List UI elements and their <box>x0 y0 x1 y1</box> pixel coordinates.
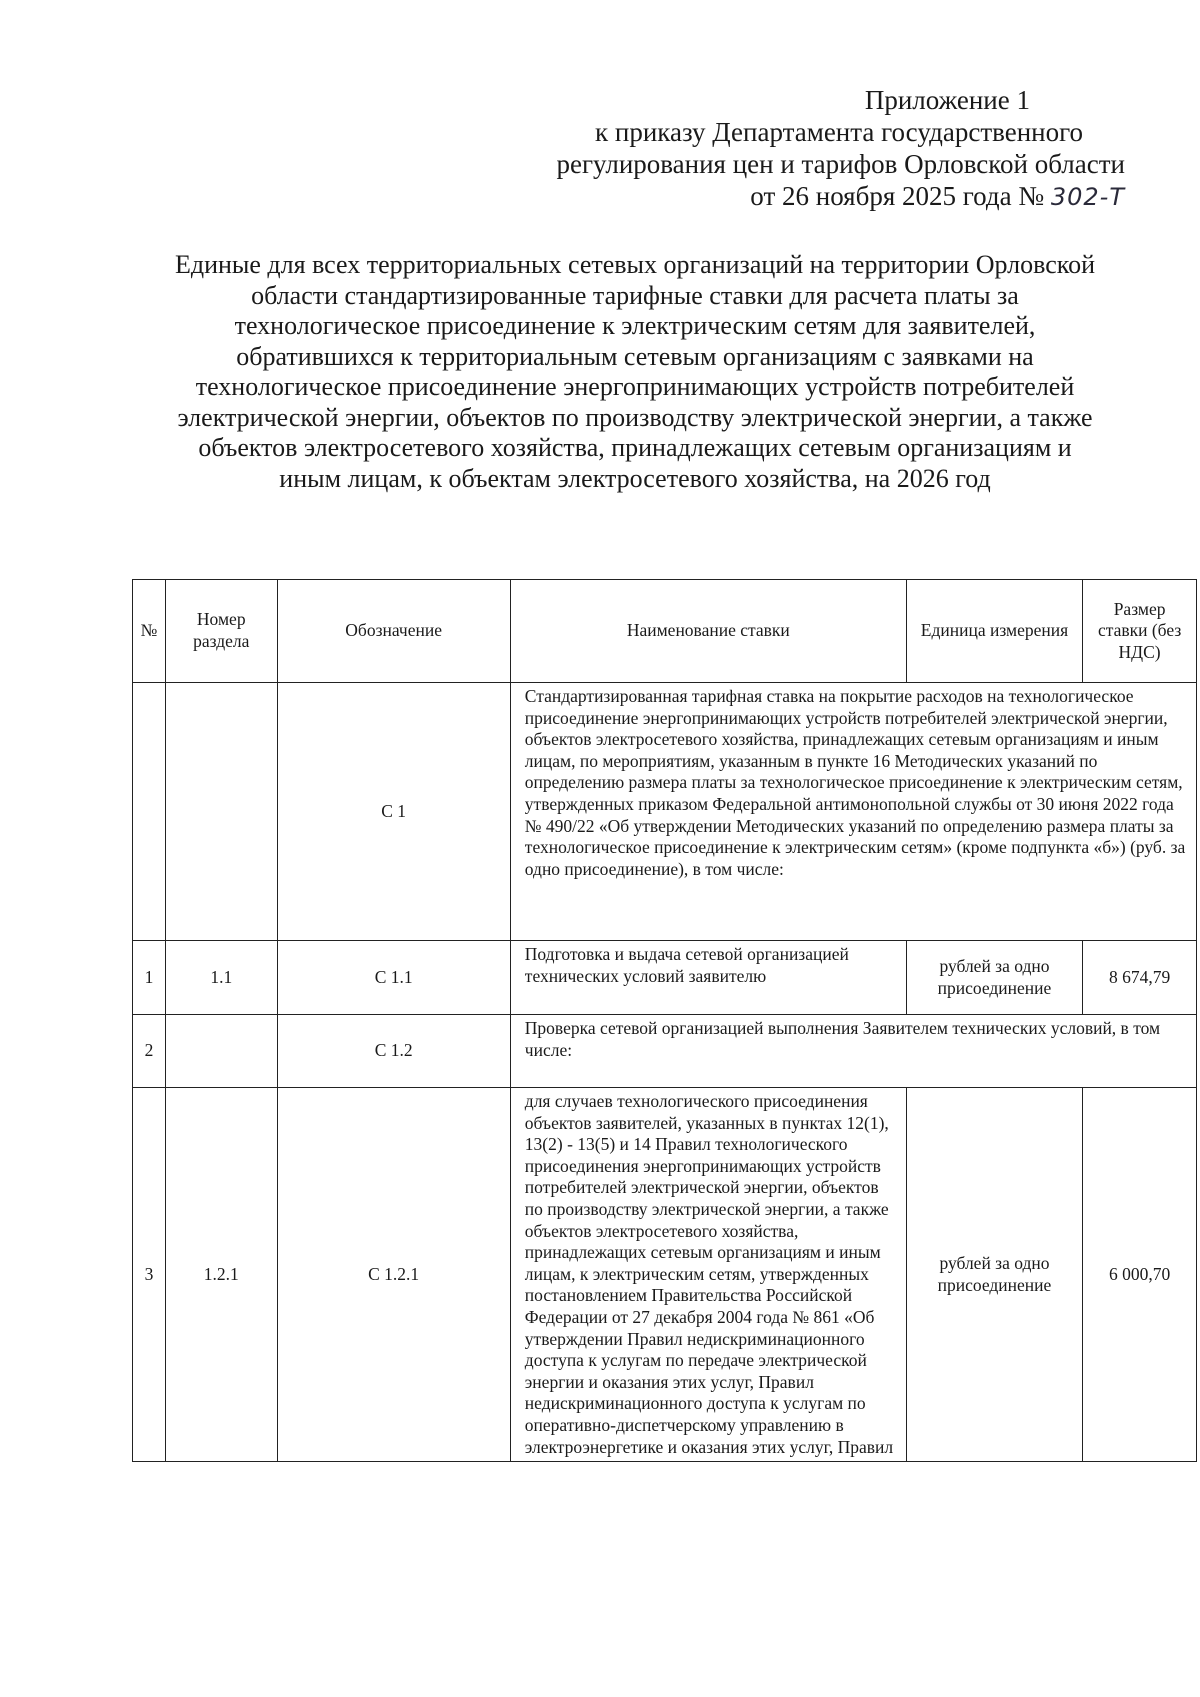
header-name: Наименование ставки <box>510 580 906 683</box>
order-date-line <box>405 180 1125 213</box>
table-header-row <box>133 580 1197 683</box>
row-name: Проверка сетевой организацией выполнения Заявителем технических условий, в том числе: <box>510 1015 1196 1088</box>
row-name: Стандартизированная тарифная ставка на покрытие расходов на технологическое присоединение энергопринимающих устройств потребителей электрической энергии, объектов электросетевого хозяйства, принадлежащих сетевым организациям и иным лицам, по мероприятиям, указанным в пункте 16 Методических указаний по определению размера платы за технологическое присоединение к электрическим сетям, утвержденных приказом Федеральной антимонопольной службы от 30 июня 2022 года № 490/22 «Об утверждении Методических указаний по определению размера платы за технологическое присоединение к электрическим сетям» (кроме подпункта «б») (руб. за одно присоединение), в том числе: <box>510 683 1196 941</box>
appendix-label: Приложение 1 <box>864 85 1030 115</box>
row-num: 2 <box>133 1015 166 1088</box>
row-num: 1 <box>133 941 166 1015</box>
row-num: 3 <box>133 1088 166 1462</box>
row-section: 1.2.1 <box>166 1088 278 1462</box>
order-date: от 26 ноября 2025 года № <box>750 181 1045 211</box>
row-num <box>133 683 166 941</box>
order-reference: к приказу Департамента государственного <box>595 117 1083 147</box>
table-row <box>133 1015 1197 1088</box>
row-code: С 1 <box>277 683 510 941</box>
table-row <box>133 683 1197 941</box>
row-unit: рублей за одно присоединение <box>906 941 1082 1015</box>
header-code: Обозначение <box>277 580 510 683</box>
row-section <box>166 683 278 941</box>
department-name: регулирования цен и тарифов Орловской области <box>556 149 1125 179</box>
row-amount: 6 000,70 <box>1083 1088 1197 1462</box>
appendix-header <box>405 84 1125 213</box>
header-section: Номер раздела <box>166 580 278 683</box>
row-name: Подготовка и выдача сетевой организацией технических условий заявителю <box>510 941 906 1015</box>
table-row <box>133 1088 1197 1462</box>
header-amount: Размер ставки (без НДС) <box>1083 580 1197 683</box>
row-section <box>166 1015 278 1088</box>
document-title: Единые для всех территориальных сетевых организаций на территории Орловской области стандартизированные тарифные ставки для расчета платы за технологическое присоединение к электрическим сетям для заявителей, обратившихся к территориальным сетевым организациям с заявками на технологическое присоединение энергопринимающих устройств потребителей электрической энергии, объектов по производству электрической энергии, а также объектов электросетевого хозяйства, принадлежащих сетевым организациям и иным лицам, к объектам электросетевого хозяйства, на 2026 год <box>174 250 1096 493</box>
rates-table <box>132 579 1197 1462</box>
row-amount: 8 674,79 <box>1083 941 1197 1015</box>
row-code: С 1.2 <box>277 1015 510 1088</box>
row-code: С 1.2.1 <box>277 1088 510 1462</box>
row-code: С 1.1 <box>277 941 510 1015</box>
row-name: для случаев технологического присоединения объектов заявителей, указанных в пунктах 12(1), 13(2) - 13(5) и 14 Правил технологического присоединения энергопринимающих устройств потребителей электрической энергии, объектов по производству электрической энергии, а также объектов электросетевого хозяйства, принадлежащих сетевым организациям и иным лицам, к электрическим сетям, утвержденных постановлением Правительства Российской Федерации от 27 декабря 2004 года № 861 «Об утверждении Правил недискриминационного доступа к услугам по передаче электрической энергии и оказания этих услуг, Правил недискриминационного доступа к услугам по оперативно-диспетчерскому управлению в электроэнергетике и оказания этих услуг, Правил <box>510 1088 906 1462</box>
header-num: № <box>133 580 166 683</box>
row-section: 1.1 <box>166 941 278 1015</box>
header-unit: Единица измерения <box>906 580 1082 683</box>
table-row <box>133 941 1197 1015</box>
row-unit: рублей за одно присоединение <box>906 1088 1082 1462</box>
order-number-handwritten: 302-Т <box>1050 183 1125 211</box>
